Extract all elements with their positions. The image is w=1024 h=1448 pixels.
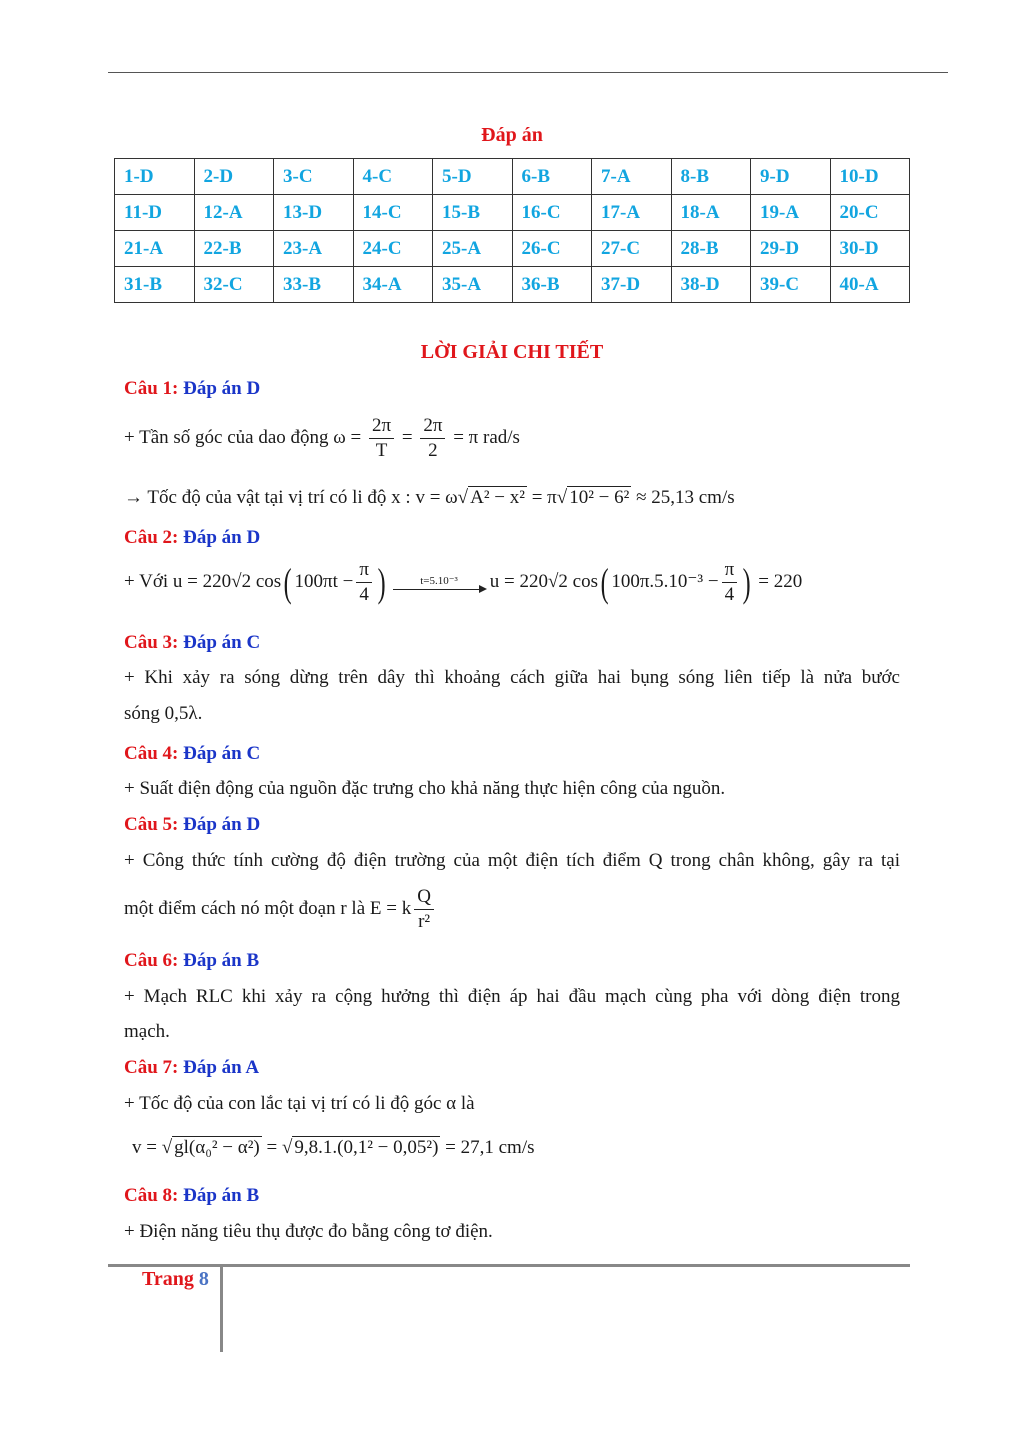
question-3-heading [124,632,260,654]
question-6-line-1: + Mạch RLC khi xảy ra cộng hưởng thì điện áp hai đầu mạch cùng pha với dòng điện trong [124,986,900,1007]
answer-cell: 15-B [433,195,513,231]
formula-part: = 27,1 cm/s [445,1137,535,1158]
answer-cell: 26-C [512,231,592,267]
page-number [142,1268,209,1291]
question-8-line-1: + Điện năng tiêu thụ được đo bằng công tơ điện. [124,1221,493,1242]
text: → Tốc độ của vật tại vị trí có li độ [124,487,387,508]
answer-cell: 11-D [115,195,195,231]
answer-cell: 25-A [433,231,513,267]
formula-part: 100π.5.10⁻³ − [611,570,719,592]
answer-row [115,231,910,267]
question-label: Câu 3: [124,632,179,653]
question-answer: Đáp án A [183,1057,260,1078]
answer-cell: 28-B [671,231,751,267]
page-label: Trang [142,1268,194,1290]
answer-cell: 40-A [830,267,910,303]
answer-cell: 30-D [830,231,910,267]
answer-cell: 34-A [353,267,433,303]
question-5-heading [124,814,260,836]
answer-cell: 16-C [512,195,592,231]
formula-part: ω = [333,426,362,448]
question-2-heading [124,527,260,549]
formula-part: 100πt − [294,570,354,592]
question-answer: Đáp án B [183,950,260,971]
formula-part: = π rad/s [453,426,520,448]
answer-cell: 10-D [830,159,910,195]
fraction [420,414,445,463]
answer-cell: 20-C [830,195,910,231]
question-6-heading [124,950,259,972]
question-answer: Đáp án D [183,814,261,835]
page-value: 8 [198,1268,209,1290]
question-label: Câu 8: [124,1185,179,1206]
formula-part: u = 220√2 cos [172,570,282,592]
radicand: A² − x² [470,487,525,508]
answer-cell: 14-C [353,195,433,231]
answer-cell: 17-A [592,195,672,231]
denominator: 2 [428,440,438,461]
radicand: gl(α₀² − α²) [174,1137,260,1158]
question-1-line-2: → Tốc độ của vật tại vị trí có li độ x : v = ω√ A² − x² = π√ 10² − 6² ≈ 25,13 cm/s [124,487,735,508]
numerator: Q [414,885,434,910]
answer-row [115,267,910,303]
answer-cell: 19-A [751,195,831,231]
formula-part: = [401,426,413,448]
answer-cell: 8-B [671,159,751,195]
question-2-line-1: + Với u = 220√2 cos( 100πt − $\frac{\pi}{4}$ ) t=5.10⁻³ u = 220√2 cos( 100π.5.10⁻³ − $\frac{\pi}{4}$ ) = 220 [124,559,803,605]
question-7-line-1: + Tốc độ của con lắc tại vị trí có li độ góc α là [124,1093,475,1114]
answer-cell: 12-A [194,195,274,231]
question-label: Câu 6: [124,950,179,971]
formula-part: = [266,1137,278,1158]
question-answer: Đáp án C [183,743,261,764]
solutions-title: LỜI GIẢI CHI TIẾT [420,341,604,363]
answer-cell: 13-D [274,195,354,231]
question-answer: Đáp án C [183,632,261,653]
fraction [414,885,434,934]
footer-rule [108,1264,910,1267]
answers-title: Đáp án [481,124,543,146]
answer-cell: 24-C [353,231,433,267]
fraction [722,558,738,607]
text: + Tần số góc của dao động [124,426,329,448]
question-7-line-2: v = √ gl(α₀² − α²) = √ 9,8.1.(0,1² − 0,05²) = 27,1 cm/s [132,1137,535,1158]
question-4-line-1: + Suất điện động của nguồn đặc trưng cho khả năng thực hiện công của nguồn. [124,778,726,799]
answer-cell: 29-D [751,231,831,267]
formula-part: E = k [369,897,412,919]
numerator: π [356,558,372,583]
answer-table [114,158,910,303]
header-rule [108,72,948,73]
answer-row [115,195,910,231]
answer-cell: 35-A [433,267,513,303]
question-label: Câu 5: [124,814,179,835]
formula-part: = π [531,487,557,508]
denominator: 4 [359,584,369,605]
answer-cell: 38-D [671,267,751,303]
answer-cell: 6-B [512,159,592,195]
fraction [356,558,372,607]
question-answer: Đáp án D [183,527,261,548]
question-label: Câu 4: [124,743,179,764]
answer-cell: 27-C [592,231,672,267]
question-3-line-1: + Khi xảy ra sóng dừng trên dây thì khoảng cách giữa hai bụng sóng liên tiếp là nửa bước [124,667,900,688]
radicand: 9,8.1.(0,1² − 0,05²) [294,1137,439,1158]
question-answer: Đáp án B [183,1185,260,1206]
answer-row [115,159,910,195]
question-answer: Đáp án D [183,378,261,399]
denominator: r² [418,911,431,932]
answer-cell: 18-A [671,195,751,231]
fraction [369,414,394,463]
arrow [393,575,485,590]
question-1-line-1 [124,414,520,463]
answer-cell: 2-D [194,159,274,195]
answer-cell: 1-D [115,159,195,195]
denominator: T [375,440,388,461]
answer-cell: 39-C [751,267,831,303]
answer-cell: 22-B [194,231,274,267]
question-1-heading [124,378,260,400]
question-label: Câu 7: [124,1057,179,1078]
answer-cell: 37-D [592,267,672,303]
question-label: Câu 1: [124,378,179,399]
footer-vertical-rule [220,1266,223,1352]
question-5-line-1: + Công thức tính cường độ điện trường của một điện tích điểm Q trong chân không, gây ra tại [124,850,900,871]
formula-part: x : v = ω [391,487,458,508]
answer-cell: 5-D [433,159,513,195]
answer-cell: 32-C [194,267,274,303]
answer-cell: 36-B [512,267,592,303]
formula-part: = 220 [758,570,803,592]
denominator: 4 [724,584,735,605]
numerator: π [722,558,738,583]
question-7-heading [124,1057,259,1079]
answer-cell: 21-A [115,231,195,267]
numerator: 2π [420,414,445,439]
question-8-heading [124,1185,259,1207]
numerator: 2π [369,414,394,439]
answer-cell: 23-A [274,231,354,267]
answer-cell: 9-D [751,159,831,195]
radicand: 10² − 6² [569,487,630,508]
answer-cell: 3-C [274,159,354,195]
formula-part: ≈ 25,13 cm/s [636,487,735,508]
text: một điểm cách nó một đoạn r là [124,897,366,919]
answer-cell: 33-B [274,267,354,303]
answer-cell: 4-C [353,159,433,195]
question-3-line-2: sóng 0,5λ. [124,703,203,724]
question-label: Câu 2: [124,527,179,548]
formula-part: u = 220√2 cos [489,570,598,592]
formula-part: v = [132,1137,157,1158]
question-6-line-2: mạch. [124,1021,170,1042]
text: + Với [124,570,169,592]
answer-cell: 7-A [592,159,672,195]
answer-cell: 31-B [115,267,195,303]
arrow-condition: t=5.10⁻³ [420,575,458,587]
question-4-heading [124,743,260,765]
question-5-line-2 [124,885,437,934]
